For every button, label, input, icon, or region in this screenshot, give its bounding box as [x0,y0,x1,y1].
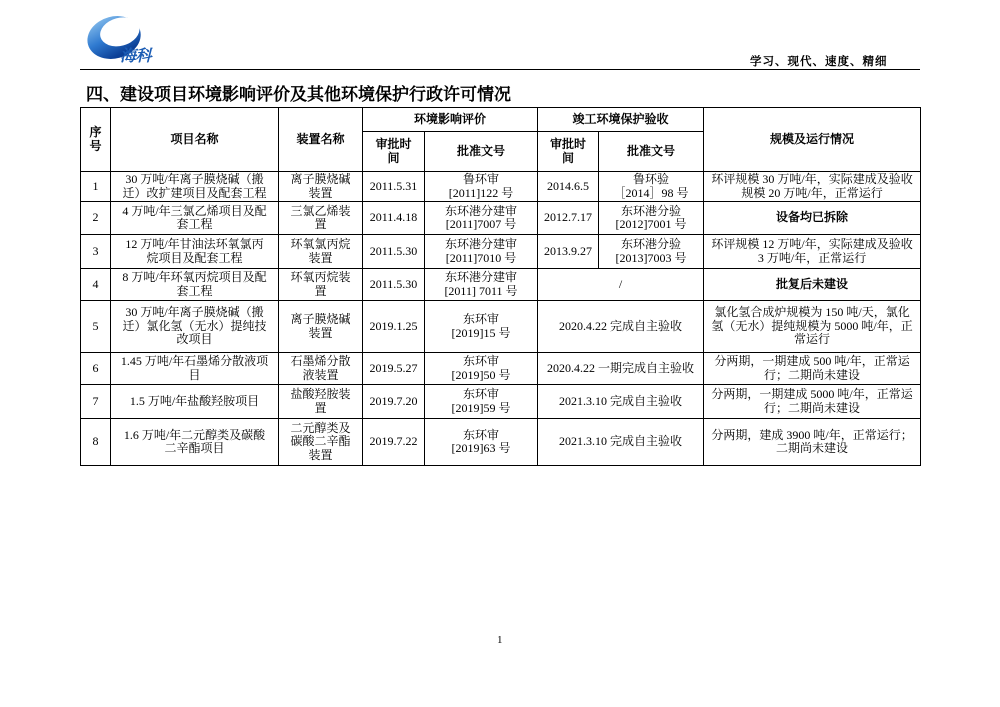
cell-seq [81,419,111,466]
seq-number: 6 [92,360,99,375]
cell-eia-approval-doc [425,353,538,385]
cell-eia-approval-time [363,419,425,466]
header-eia [363,108,538,132]
cell-eia-approval-time [363,301,425,353]
acceptance-approval-date: 2014.6.5 [547,178,590,193]
cell-project-name [111,353,279,385]
table-row [81,172,921,202]
cell-eia-approval-doc [425,172,538,202]
cell-eia-approval-doc [425,385,538,419]
cell-acceptance-approval-time [538,172,599,202]
permits-table [80,107,921,466]
seq-number: 3 [92,243,99,258]
cell-seq [81,235,111,269]
cell-scale [704,385,921,419]
unit-name: 环氧丙烷装置 [290,270,351,298]
scale-status: 设备均已拆除 [776,210,849,225]
project-name: 4 万吨/年三氯乙烯项目及配套工程 [122,203,267,231]
cell-scale [704,202,921,235]
header-unit-name [279,108,363,172]
cell-seq [81,353,111,385]
scale-status: 环评规模 30 万吨/年，实际建成及验收规模 20 万吨/年，正常运行 [711,172,913,200]
eia-approval-doc: 东环审[2019]15 号 [451,312,511,340]
cell-unit-name [279,235,363,269]
acceptance-status: 2021.3.10 完成自主验收 [559,393,683,408]
cell-acceptance-merged [538,353,704,385]
company-slogan: 学习、现代、速度、精细 [750,56,888,68]
header-acceptance [538,108,704,132]
cell-unit-name [279,301,363,353]
section-title: 四、建设项目环境影响评价及其他环境保护行政许可情况 [86,85,511,104]
header-scale-label: 规模及运行情况 [770,131,855,146]
table-row [81,269,921,301]
scale-status: 环评规模 12 万吨/年，实际建成及验收 3 万吨/年，正常运行 [711,237,913,265]
logo-wordmark: 海科 [120,46,152,65]
cell-acceptance-approval-time [538,235,599,269]
header-project-name [111,108,279,172]
eia-approval-doc: 东环审[2019]50 号 [451,354,511,382]
cell-project-name [111,269,279,301]
seq-number: 1 [92,178,99,193]
cell-seq [81,172,111,202]
cell-unit-name [279,419,363,466]
cell-acceptance-merged [538,301,704,353]
table-header-row [81,108,921,132]
unit-name: 二元醇类及碳酸二辛酯装置 [290,420,351,462]
header-unit-name-label: 装置名称 [296,131,345,146]
cell-acceptance-approval-doc [599,172,704,202]
page-number: 1 [497,634,503,646]
project-name: 30 万吨/年离子膜烧碱（搬迁）改扩建项目及配套工程 [122,172,267,200]
project-name: 30 万吨/年离子膜烧碱（搬迁）氯化氢（无水）提纯技改项目 [122,305,267,347]
header-scale [704,108,921,172]
table-row [81,301,921,353]
header-acceptance-approval-doc-label: 批准文号 [627,143,676,158]
cell-scale [704,172,921,202]
cell-acceptance-merged [538,269,704,301]
cell-eia-approval-doc [425,301,538,353]
header-seq-label: 序号 [89,125,102,153]
acceptance-approval-doc: 鲁环验［2014］98 号 [613,172,689,200]
cell-project-name [111,385,279,419]
unit-name: 盐酸羟胺装置 [290,387,351,415]
scale-status: 分两期，一期建成 500 吨/年，正常运行；二期尚未建设 [714,354,910,382]
cell-project-name [111,301,279,353]
eia-approval-doc: 东环审[2019]63 号 [451,427,511,455]
header-divider [80,69,920,70]
header-project-name-label: 项目名称 [170,131,219,146]
eia-approval-date: 2019.1.25 [369,318,418,333]
cell-project-name [111,419,279,466]
acceptance-approval-date: 2013.9.27 [544,243,593,258]
scale-status: 批复后未建设 [776,276,849,291]
header-acceptance-label: 竣工环境保护验收 [572,111,669,126]
cell-acceptance-merged [538,419,704,466]
scale-status: 分两期，一期建成 5000 吨/年，正常运行；二期尚未建设 [711,387,913,415]
cell-unit-name [279,385,363,419]
cell-eia-approval-doc [425,269,538,301]
cell-scale [704,235,921,269]
acceptance-status: 2020.4.22 一期完成自主验收 [547,360,695,375]
unit-name: 离子膜烧碱装置 [290,172,351,200]
project-name: 1.45 万吨/年石墨烯分散液项目 [120,354,269,382]
unit-name: 离子膜烧碱装置 [290,312,351,340]
project-name: 12 万吨/年甘油法环氧氯丙烷项目及配套工程 [125,237,264,265]
header-eia-label: 环境影响评价 [414,111,487,126]
seq-number: 2 [92,210,99,225]
table-row [81,353,921,385]
seq-number: 8 [92,434,99,449]
scale-status: 分两期，建成 3900 吨/年，正常运行；二期尚未建设 [711,427,913,455]
cell-seq [81,202,111,235]
cell-eia-approval-time [363,202,425,235]
eia-approval-doc: 东环港分建审[2011] 7011 号 [444,270,518,298]
cell-eia-approval-time [363,235,425,269]
cell-eia-approval-time [363,172,425,202]
acceptance-status: 2021.3.10 完成自主验收 [559,434,683,449]
eia-approval-date: 2019.7.20 [369,393,418,408]
unit-name: 三氯乙烯装置 [290,203,351,231]
table-row [81,235,921,269]
acceptance-approval-doc: 东环港分验[2013]7003 号 [615,237,687,265]
cell-seq [81,385,111,419]
header-eia-approval-doc [425,132,538,172]
seq-number: 7 [92,393,99,408]
cell-eia-approval-doc [425,419,538,466]
header-eia-approval-time [363,132,425,172]
header-acceptance-approval-doc [599,132,704,172]
cell-scale [704,419,921,466]
cell-acceptance-merged [538,385,704,419]
cell-seq [81,301,111,353]
eia-approval-doc: 东环港分建审[2011]7010 号 [444,237,517,265]
cell-scale [704,353,921,385]
cell-seq [81,269,111,301]
header-eia-approval-time-label: 审批时间 [375,137,412,165]
eia-approval-doc: 鲁环审[2011]122 号 [448,172,514,200]
eia-approval-date: 2011.5.30 [369,243,418,258]
scale-status: 氯化氢合成炉规模为 150 吨/天，氯化氢（无水）提纯规模为 5000 吨/年，正常运行 [711,305,913,347]
table-row [81,419,921,466]
table-row [81,202,921,235]
project-name: 1.6 万吨/年二元醇类及碳酸二辛酯项目 [123,427,266,455]
eia-approval-doc: 东环港分建审[2011]7007 号 [444,203,517,231]
cell-eia-approval-time [363,269,425,301]
cell-eia-approval-time [363,353,425,385]
eia-approval-date: 2011.4.18 [369,210,418,225]
project-name: 8 万吨/年环氧丙烷项目及配套工程 [122,270,267,298]
cell-unit-name [279,202,363,235]
eia-approval-date: 2011.5.30 [369,276,418,291]
eia-approval-date: 2011.5.31 [369,178,418,193]
cell-acceptance-approval-time [538,202,599,235]
cell-unit-name [279,269,363,301]
eia-approval-date: 2019.7.22 [369,434,418,449]
eia-approval-doc: 东环审[2019]59 号 [451,387,511,415]
cell-acceptance-approval-doc [599,235,704,269]
header-seq [81,108,111,172]
acceptance-approval-doc: 东环港分验[2012]7001 号 [615,203,687,231]
cell-project-name [111,235,279,269]
unit-name: 环氧氯丙烷装置 [290,237,351,265]
table-row [81,385,921,419]
cell-eia-approval-time [363,385,425,419]
cell-unit-name [279,172,363,202]
cell-acceptance-approval-doc [599,202,704,235]
cell-eia-approval-doc [425,235,538,269]
acceptance-approval-date: 2012.7.17 [544,210,593,225]
cell-project-name [111,172,279,202]
seq-number: 4 [92,276,99,291]
project-name: 1.5 万吨/年盐酸羟胺项目 [129,393,260,408]
header-eia-approval-doc-label: 批准文号 [457,143,506,158]
cell-scale [704,269,921,301]
cell-eia-approval-doc [425,202,538,235]
acceptance-status: / [618,276,623,291]
eia-approval-date: 2019.5.27 [369,360,418,375]
unit-name: 石墨烯分散液装置 [290,354,351,382]
cell-project-name [111,202,279,235]
header-acceptance-approval-time [538,132,599,172]
header-acceptance-approval-time-label: 审批时间 [550,137,587,165]
seq-number: 5 [92,318,99,333]
acceptance-status: 2020.4.22 完成自主验收 [559,318,683,333]
cell-unit-name [279,353,363,385]
cell-scale [704,301,921,353]
